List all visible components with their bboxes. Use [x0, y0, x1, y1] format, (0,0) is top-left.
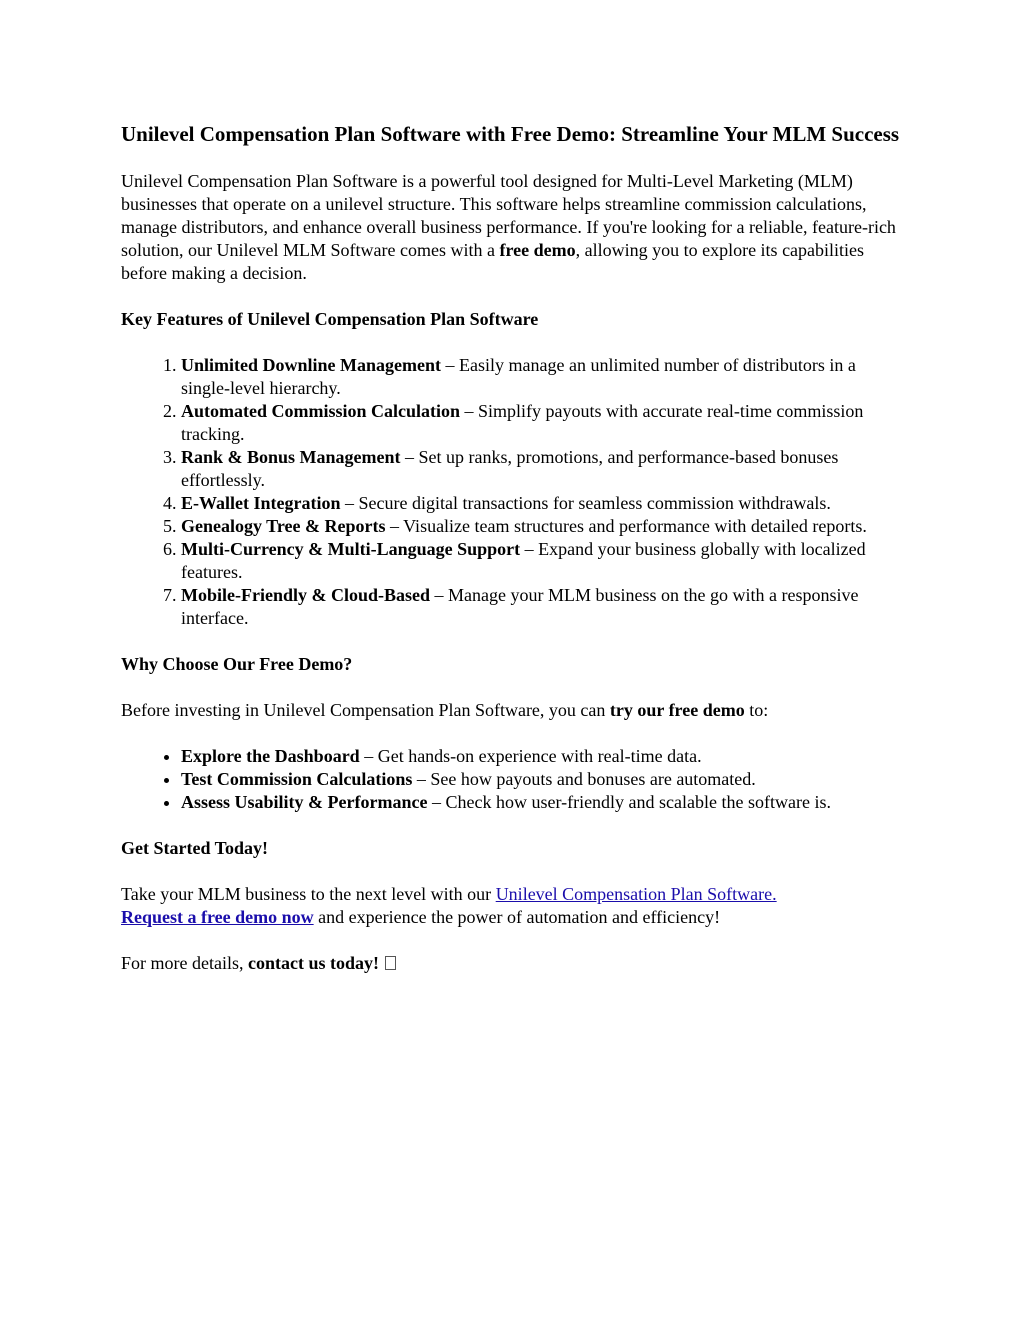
contact-us-bold: contact us today!	[247, 953, 379, 973]
missing-glyph-icon	[385, 956, 396, 970]
get-started-paragraph	[121, 883, 906, 929]
why-demo-heading: Why Choose Our Free Demo?	[121, 654, 353, 674]
feature-name: E-Wallet Integration	[181, 493, 341, 513]
why-demo-lead-bold: try our free demo	[609, 700, 745, 720]
benefit-description: – Check how user-friendly and scalable the software is.	[427, 792, 831, 812]
intro-text: Unilevel Compensation Plan Software is a powerful tool designed for Multi-Level Marketing (MLM) businesses that operate on a unilevel structure. This software helps streamline commission calculations, manage distributors, and enhance overall business performance. If you're looking for a reliable, feature-rich solution, our Unilevel MLM Software comes with a	[121, 171, 896, 260]
benefit-item	[181, 791, 906, 814]
closing-text: For more details,	[121, 953, 248, 973]
feature-description: – Visualize team structures and performance with detailed reports.	[385, 516, 867, 536]
request-demo-link[interactable]	[121, 907, 314, 927]
feature-description: – Easily manage an unlimited number of distributors in a single-level hierarchy.	[181, 355, 856, 398]
intro-paragraph	[121, 170, 906, 285]
benefit-name: Assess Usability & Performance	[181, 792, 428, 812]
get-started-text: Take your MLM business to the next level with our	[121, 884, 496, 904]
get-started-text-end: and experience the power of automation and efficiency!	[313, 907, 721, 927]
why-demo-lead-end: to:	[744, 700, 769, 720]
feature-description: – Expand your business globally with localized features.	[181, 539, 866, 582]
benefit-item	[181, 745, 906, 768]
why-demo-lead-text: Before investing in Unilevel Compensation Plan Software, you can	[121, 700, 610, 720]
page-title: Unilevel Compensation Plan Software with Free Demo: Streamline Your MLM Success	[121, 122, 900, 146]
feature-name: Automated Commission Calculation	[181, 401, 461, 421]
feature-name: Rank & Bonus Management	[181, 447, 401, 467]
feature-description: – Manage your MLM business on the go with a responsive interface.	[181, 585, 859, 628]
feature-description: – Simplify payouts with accurate real-time commission tracking.	[181, 401, 864, 444]
document-page	[121, 121, 906, 975]
feature-name: Multi-Currency & Multi-Language Support	[181, 539, 521, 559]
feature-name: Mobile-Friendly & Cloud-Based	[181, 585, 431, 605]
feature-item	[181, 400, 906, 446]
key-features-heading: Key Features of Unilevel Compensation Plan Software	[121, 309, 539, 329]
request-demo-link-label: Request a free demo now	[121, 907, 314, 927]
benefit-description: – See how payouts and bonuses are automated.	[412, 769, 756, 789]
get-started-heading: Get Started Today!	[121, 838, 269, 858]
benefit-item	[181, 768, 906, 791]
feature-description: – Set up ranks, promotions, and performance-based bonuses effortlessly.	[181, 447, 839, 490]
feature-item	[181, 492, 906, 515]
intro-text-end: , allowing you to explore its capabilities before making a decision.	[121, 240, 865, 283]
feature-name: Genealogy Tree & Reports	[181, 516, 386, 536]
feature-item	[181, 584, 906, 630]
key-features-list	[121, 354, 906, 630]
feature-item	[181, 354, 906, 400]
intro-bold-free-demo: free demo	[499, 240, 576, 260]
feature-name: Unlimited Downline Management	[181, 355, 441, 375]
feature-description: – Secure digital transactions for seamless commission withdrawals.	[340, 493, 831, 513]
benefit-description: – Get hands-on experience with real-time data.	[359, 746, 702, 766]
feature-item	[181, 515, 906, 538]
feature-item	[181, 446, 906, 492]
closing-paragraph	[121, 952, 906, 975]
benefit-name: Explore the Dashboard	[181, 746, 360, 766]
why-demo-lead	[121, 699, 906, 722]
demo-benefits-list	[121, 745, 906, 814]
feature-item	[181, 538, 906, 584]
software-link[interactable]: Unilevel Compensation Plan Software.	[495, 884, 777, 904]
benefit-name: Test Commission Calculations	[181, 769, 413, 789]
